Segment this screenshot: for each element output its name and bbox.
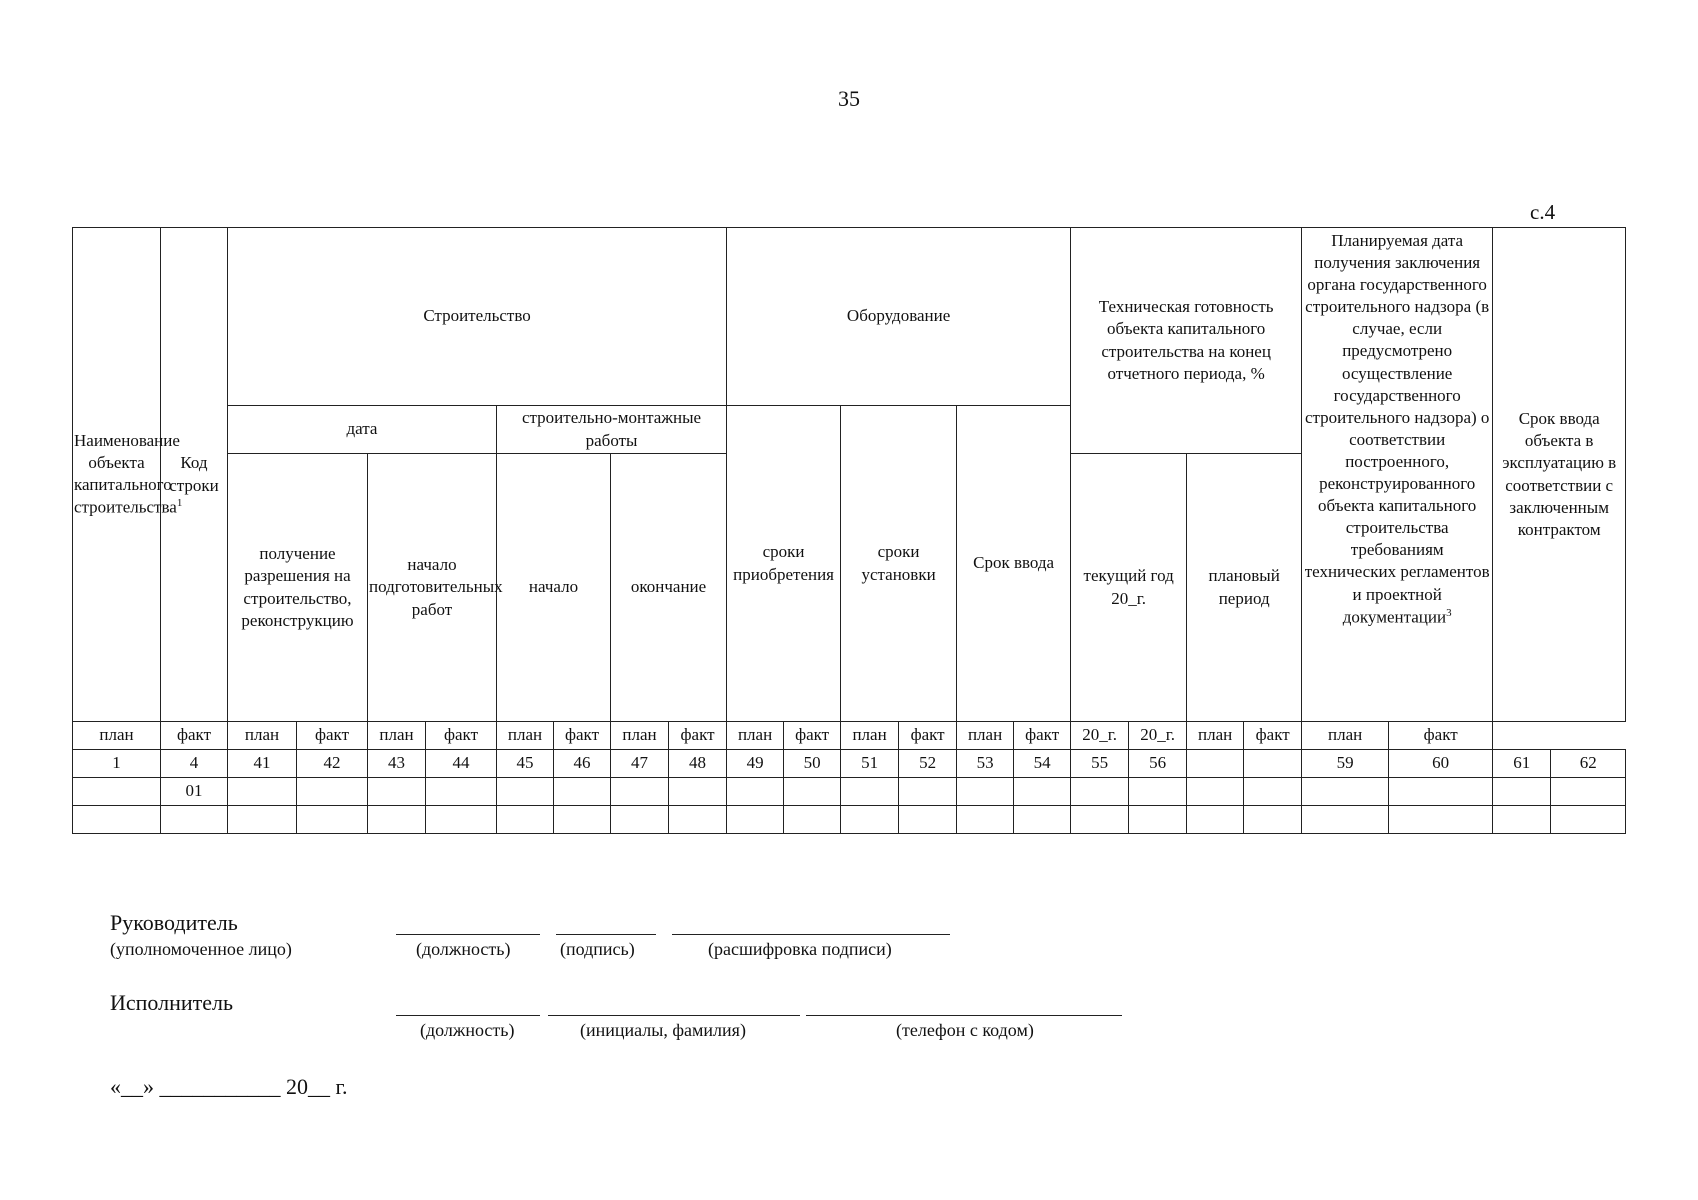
header-construction: Строительство <box>228 228 727 406</box>
sub-label: план <box>841 722 899 750</box>
page-number: 35 <box>838 86 860 111</box>
row-code-cell: 01 <box>161 778 228 806</box>
column-number: 45 <box>497 750 554 778</box>
sub-label: факт <box>297 722 368 750</box>
column-number: 43 <box>368 750 426 778</box>
phone-line <box>806 1015 1122 1016</box>
column-number: 49 <box>727 750 784 778</box>
sub-label: план <box>611 722 669 750</box>
column-number: 42 <box>297 750 368 778</box>
date-line: «__» ___________ 20__ г. <box>110 1074 348 1099</box>
sub-label: факт <box>669 722 727 750</box>
sub-label: план <box>1187 722 1244 750</box>
header-planned-period: плановый период <box>1187 454 1302 722</box>
initials-line <box>548 1015 800 1016</box>
column-number: 54 <box>1014 750 1071 778</box>
header-date: дата <box>228 406 497 454</box>
sub-label: факт <box>554 722 611 750</box>
header-equipment: Оборудование <box>727 228 1071 406</box>
header-commissioning: Срок ввода <box>957 406 1071 722</box>
sub-label: план <box>1302 722 1389 750</box>
executor-label: Исполнитель <box>110 990 234 1015</box>
column-number: 62 <box>1551 750 1626 778</box>
column-number: 46 <box>554 750 611 778</box>
column-number: 47 <box>611 750 669 778</box>
column-number: 61 <box>1493 750 1551 778</box>
header-end: окончание <box>611 454 727 722</box>
initials-caption: (инициалы, фамилия) <box>580 1020 746 1040</box>
sub-label: факт <box>899 722 957 750</box>
header-prep-start: начало подготовительных работ <box>368 454 497 722</box>
header-planned-conclusion-date: Планируемая дата получения заключения органа государственного строительного надзора (в случае, если предусмотрено осуществление государственного строительного надзора) о соответствии построенного, реконструированного объекта капитального строительства требованиям технических регламентов и проектной документации$^3$ <box>1302 228 1493 722</box>
sub-label: факт <box>426 722 497 750</box>
column-number: 51 <box>841 750 899 778</box>
column-number-row <box>73 750 1626 778</box>
header-row-code: Код строки <box>161 228 228 722</box>
column-number: 60 <box>1389 750 1493 778</box>
plan-fact-row <box>73 722 1626 750</box>
column-number: 44 <box>426 750 497 778</box>
header-permit: получение разрешения на строительство, реконструкцию <box>228 454 368 722</box>
header-object-name: Наименование объекта капитального строительства$^1$ <box>73 228 161 722</box>
column-number: 4 <box>161 750 228 778</box>
position-caption-2: (должность) <box>420 1020 515 1040</box>
sub-label: план <box>497 722 554 750</box>
sub-label: факт <box>1014 722 1071 750</box>
sub-label: факт <box>784 722 841 750</box>
signature-caption: (подпись) <box>560 939 635 959</box>
sub-label: план <box>73 722 161 750</box>
table-cell <box>73 778 161 806</box>
header-commissioning-term: Срок ввода объекта в эксплуатацию в соответствии с заключенным контрактом <box>1493 228 1626 722</box>
column-number <box>1187 750 1244 778</box>
sub-label: план <box>727 722 784 750</box>
table-row <box>73 778 1626 806</box>
sub-label: 20_г. <box>1129 722 1187 750</box>
header-technical-readiness: Техническая готовность объекта капитального строительства на конец отчетного периода, % <box>1071 228 1302 454</box>
column-number <box>1244 750 1302 778</box>
sheet-label: с.4 <box>1530 200 1556 224</box>
column-number: 48 <box>669 750 727 778</box>
position-caption: (должность) <box>416 939 511 959</box>
decoding-caption: (расшифровка подписи) <box>708 939 892 959</box>
signature-line <box>556 934 656 935</box>
sub-label: 20_г. <box>1071 722 1129 750</box>
sub-label: факт <box>1244 722 1302 750</box>
head-sub-label: (уполномоченное лицо) <box>110 939 292 959</box>
table-row <box>73 806 1626 834</box>
header-current-year: текущий год 20_г. <box>1071 454 1187 722</box>
header-installation-terms: сроки установки <box>841 406 957 722</box>
phone-caption: (телефон с кодом) <box>896 1020 1034 1040</box>
column-number: 59 <box>1302 750 1389 778</box>
column-number: 55 <box>1071 750 1129 778</box>
sub-label: факт <box>1389 722 1493 750</box>
column-number: 1 <box>73 750 161 778</box>
report-table <box>72 227 1626 834</box>
column-number: 50 <box>784 750 841 778</box>
column-number: 52 <box>899 750 957 778</box>
column-number: 41 <box>228 750 297 778</box>
header-construction-works: строительно-монтажные работы <box>497 406 727 454</box>
decoding-line <box>672 934 950 935</box>
column-number: 56 <box>1129 750 1187 778</box>
column-number: 53 <box>957 750 1014 778</box>
sub-label: план <box>368 722 426 750</box>
position-line <box>396 934 540 935</box>
position-line-2 <box>396 1015 540 1016</box>
sub-label: план <box>228 722 297 750</box>
sub-label: факт <box>161 722 228 750</box>
sub-label: план <box>957 722 1014 750</box>
head-label: Руководитель <box>110 910 238 935</box>
header-acquisition-terms: сроки приобретения <box>727 406 841 722</box>
header-start: начало <box>497 454 611 722</box>
